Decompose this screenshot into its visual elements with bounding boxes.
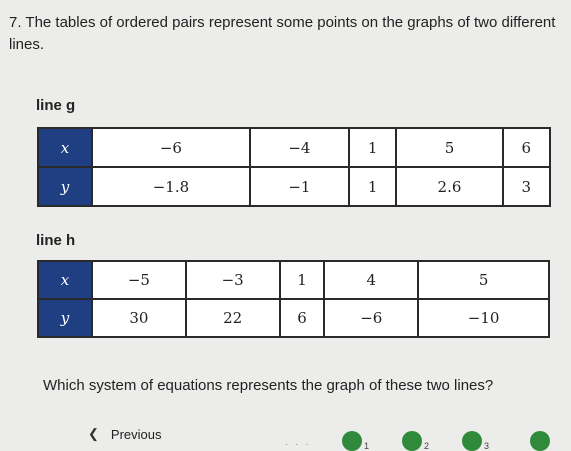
- page-navigator: [330, 431, 571, 451]
- pager-ellipsis: · · ·: [285, 439, 311, 450]
- table-cell: 5: [396, 128, 502, 167]
- table-cell: 1: [349, 167, 396, 206]
- page-number: 2: [424, 441, 430, 451]
- table-cell: −3: [186, 261, 280, 299]
- y-header: y: [38, 299, 92, 337]
- table-row: [38, 261, 549, 299]
- line-g-table: [37, 127, 551, 207]
- table-cell: 6: [503, 128, 550, 167]
- y-header: y: [38, 167, 92, 206]
- line-h-label: line h: [36, 232, 76, 249]
- table-row: [38, 128, 550, 167]
- page-number: 3: [484, 441, 490, 451]
- x-header: x: [38, 128, 92, 167]
- page-dot-2[interactable]: [402, 431, 422, 451]
- table-row: [38, 167, 550, 206]
- page-dot-1[interactable]: [342, 431, 362, 451]
- page-dot-4[interactable]: [530, 431, 550, 451]
- table-cell: −4: [250, 128, 349, 167]
- table-cell: −10: [418, 299, 549, 337]
- line-h-table: [37, 260, 550, 338]
- page-dot-3[interactable]: [462, 431, 482, 451]
- table-cell: 30: [92, 299, 186, 337]
- table-cell: −1: [250, 167, 349, 206]
- question-text: 7. The tables of ordered pairs represent some points on the graphs of two different lines.: [9, 14, 556, 53]
- table-cell: 1: [349, 128, 396, 167]
- table-cell: 4: [324, 261, 418, 299]
- previous-button[interactable]: [88, 426, 161, 442]
- table-cell: −1.8: [92, 167, 250, 206]
- table-cell: 6: [280, 299, 325, 337]
- x-header: x: [38, 261, 92, 299]
- prompt-text: Which system of equations represents the graph of these two lines?: [43, 377, 494, 394]
- table-cell: −5: [92, 261, 186, 299]
- table-cell: 2.6: [396, 167, 502, 206]
- table-cell: 1: [280, 261, 325, 299]
- table-cell: −6: [92, 128, 250, 167]
- chevron-left-icon: ❮: [88, 426, 99, 441]
- table-row: [38, 299, 549, 337]
- line-g-label: line g: [36, 97, 76, 114]
- table-cell: 3: [503, 167, 550, 206]
- table-cell: 22: [186, 299, 280, 337]
- previous-label: Previous: [110, 426, 162, 442]
- table-cell: −6: [324, 299, 418, 337]
- page-number: 1: [364, 441, 370, 451]
- table-cell: 5: [418, 261, 549, 299]
